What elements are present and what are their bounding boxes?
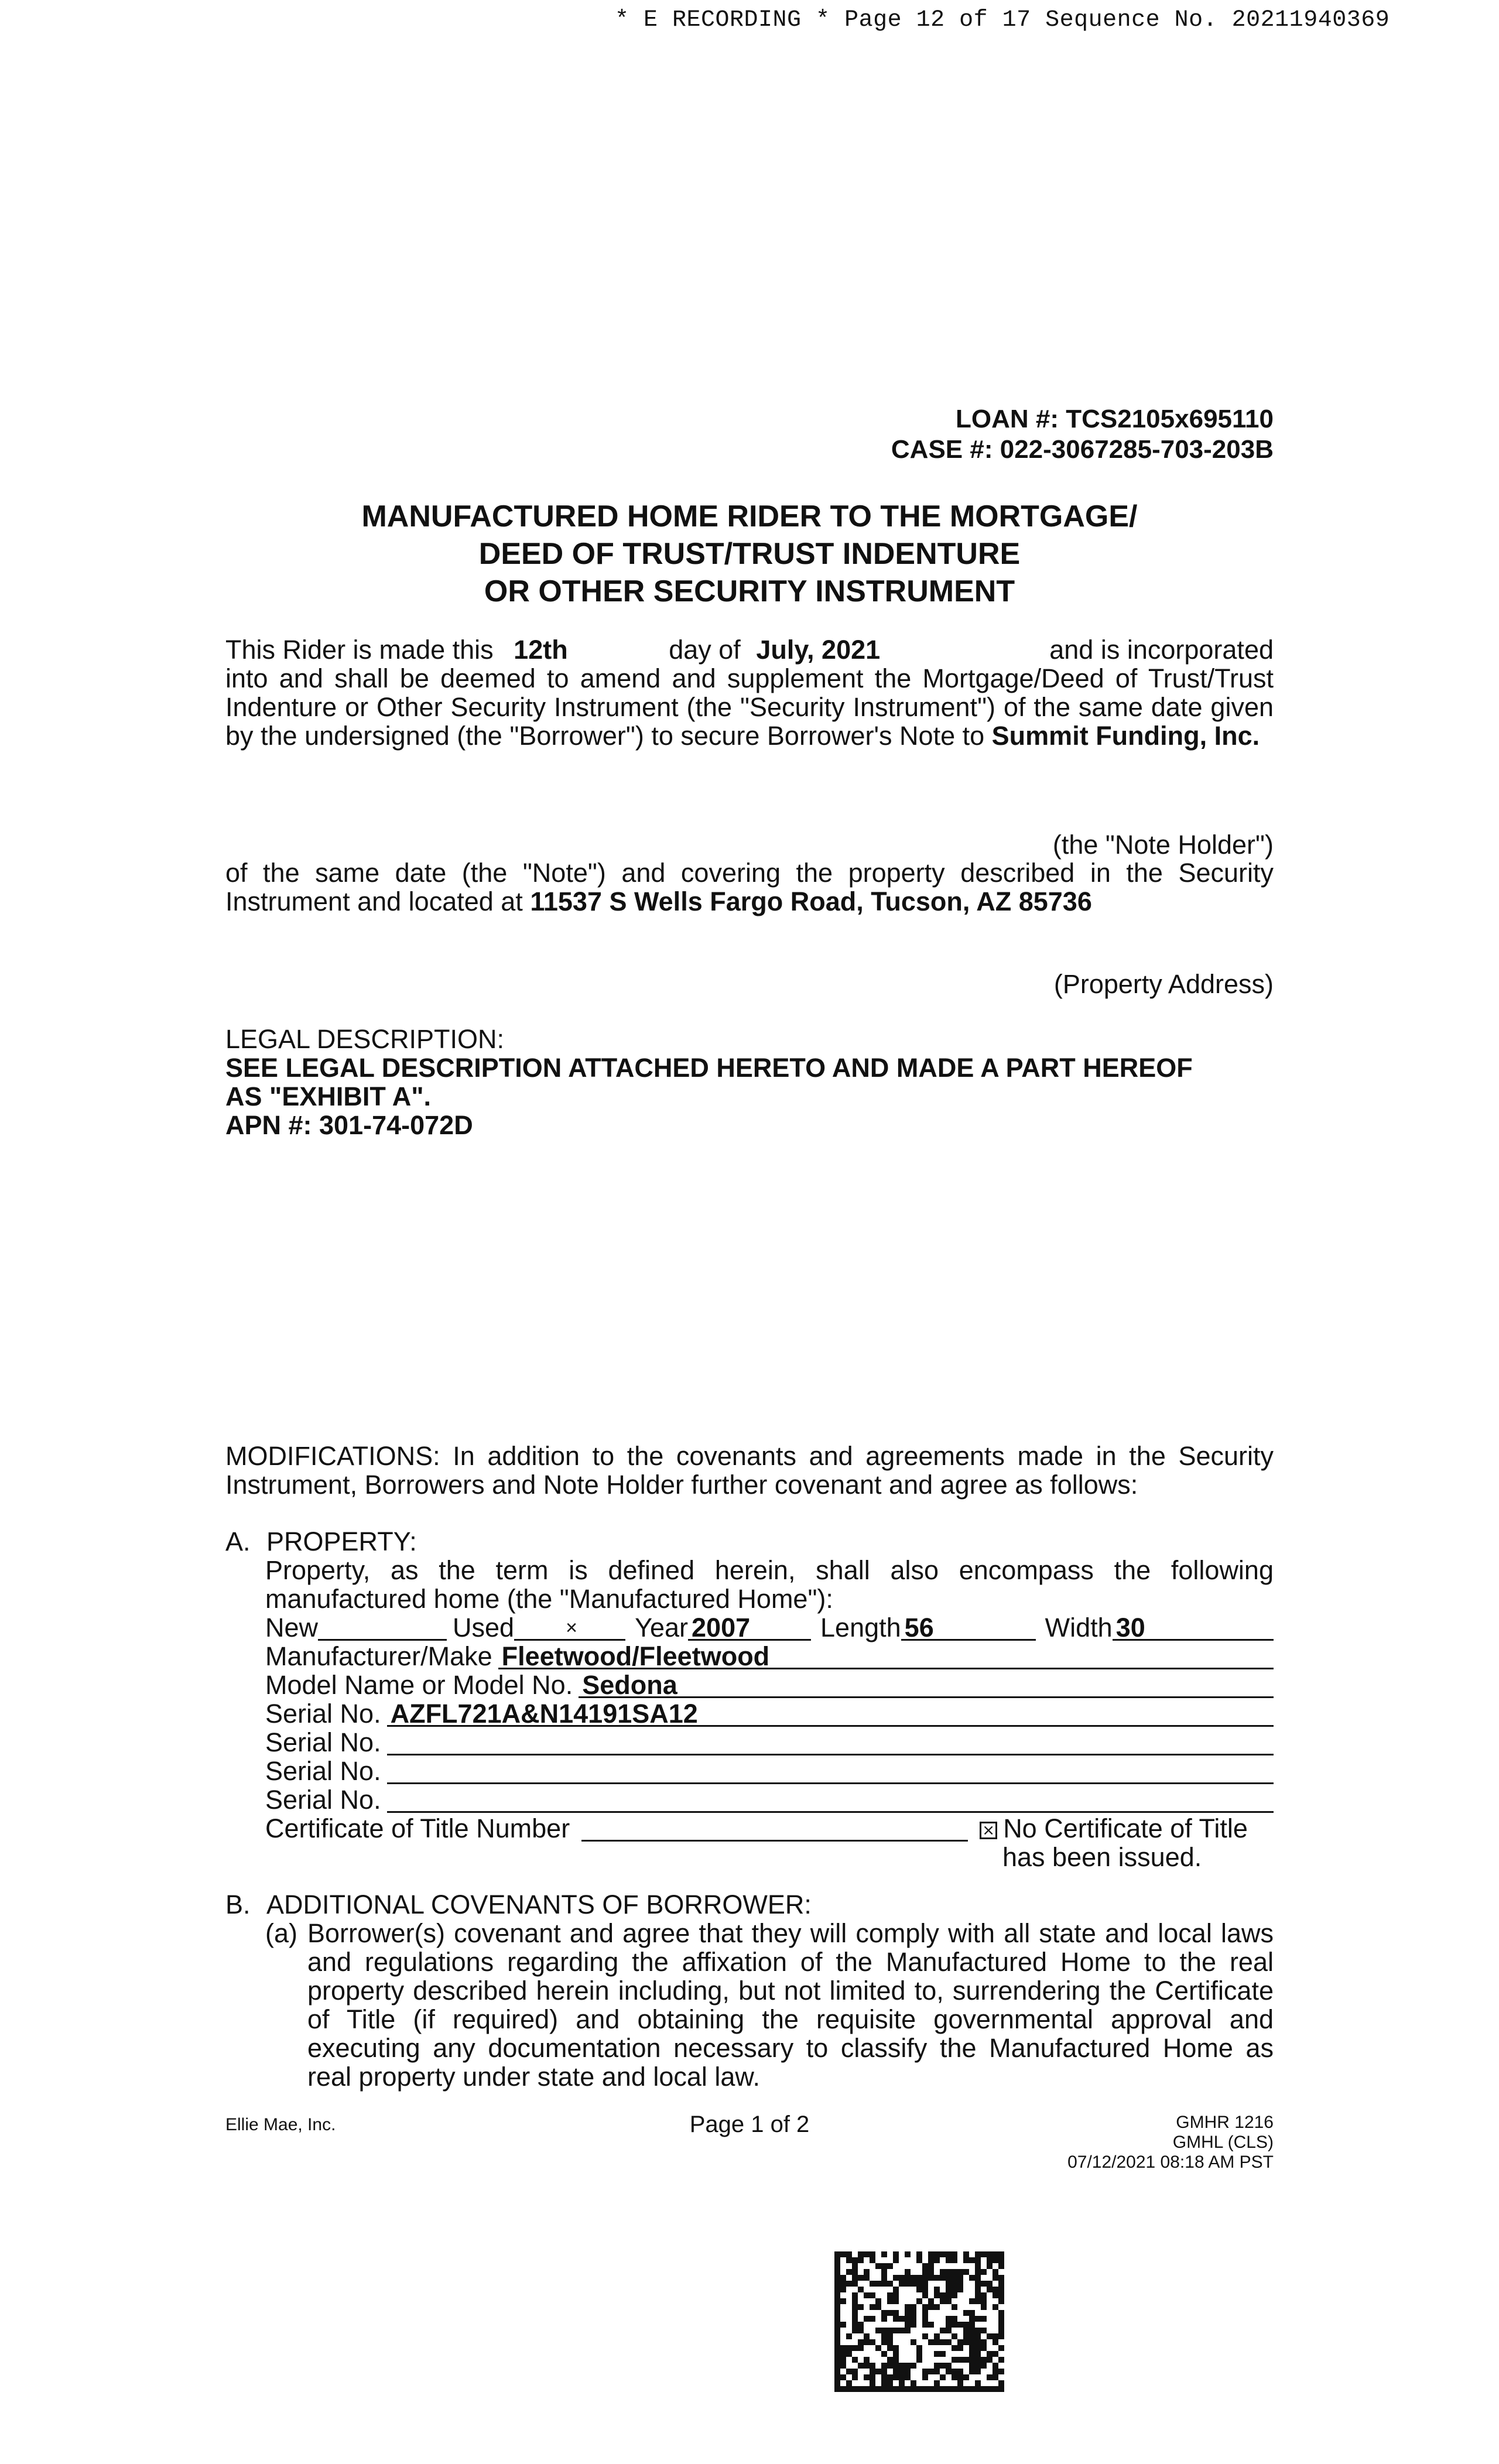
section-a-body: Property, as the term is defined herein, shall also encompass the following manufactured home (the "Manufactured Home"): [265, 1555, 1274, 1614]
make-label: Manufacturer/Make [265, 1641, 492, 1671]
intro-paragraph [225, 635, 1274, 750]
model-field: Sedona [579, 1672, 1274, 1698]
no-certificate-checkbox[interactable]: × [980, 1822, 997, 1839]
property-address-label: (Property Address) [1053, 969, 1274, 999]
length-label: Length [820, 1613, 901, 1642]
used-field: × [514, 1615, 625, 1641]
section-a-heading: PROPERTY: [266, 1527, 417, 1556]
section-a-property [225, 1527, 1274, 1871]
serial-label-2: Serial No. [265, 1727, 381, 1757]
serial-label-4: Serial No. [265, 1785, 381, 1815]
serial-field-1: AZFL721A&N14191SA12 [387, 1701, 1274, 1727]
document-title [0, 498, 1499, 610]
property-paragraph [225, 858, 1274, 916]
serial-field-4 [387, 1787, 1274, 1813]
no-certificate-label-2: has been issued. [1002, 1842, 1202, 1872]
footer-company: Ellie Mae, Inc. [225, 2115, 336, 2134]
year-label: Year [635, 1613, 689, 1642]
recording-stamp: * E RECORDING * Page 12 of 17 Sequence No. 20211940369 [615, 7, 1390, 33]
footer-form-code: GMHR 1216 [1176, 2113, 1274, 2132]
section-a-letter: A. [225, 1527, 251, 1556]
title-line-1: MANUFACTURED HOME RIDER TO THE MORTGAGE/ [361, 499, 1138, 533]
make-field: Fleetwood/Fleetwood [498, 1644, 1274, 1669]
intro-incorporated: and is incorporated [1049, 635, 1274, 665]
used-label: Used [453, 1613, 515, 1642]
section-b-heading: ADDITIONAL COVENANTS OF BORROWER: [266, 1890, 812, 1919]
footer-page-number: Page 1 of 2 [689, 2111, 810, 2137]
note-holder-label: (the "Note Holder") [1052, 830, 1274, 860]
serial-row-4 [265, 1785, 1274, 1814]
serial-row-1 [265, 1699, 1274, 1728]
new-label: New [265, 1613, 319, 1642]
certificate-label: Certificate of Title Number [265, 1813, 570, 1843]
footer-timestamp: 07/12/2021 08:18 AM PST [1067, 2152, 1274, 2172]
lender-name: Summit Funding, Inc. [991, 721, 1260, 751]
footer-form-variant: GMHL (CLS) [1172, 2133, 1274, 2152]
make-row [265, 1642, 1274, 1671]
case-number: CASE #: 022-3067285-703-203B [891, 435, 1274, 464]
section-b-covenants [225, 1890, 1274, 2091]
legal-description [225, 1025, 1274, 1139]
serial-label-1: Serial No. [265, 1699, 381, 1729]
certificate-field [581, 1816, 968, 1842]
barcode-image [834, 2251, 1004, 2392]
model-label: Model Name or Model No. [265, 1670, 573, 1700]
width-field: 30 [1113, 1615, 1274, 1641]
section-b-letter: B. [225, 1890, 251, 1919]
item-a-label: (a) [265, 1918, 297, 1948]
same-date-text: of the same date (the "Note") and covering the property described in the Security Instrument and located at [225, 858, 1274, 916]
no-certificate-label: No Certificate of Title [1003, 1813, 1248, 1843]
item-a-text: Borrower(s) covenant and agree that they will comply with all state and local laws and regulations regarding the affixation of the Manufactured Home to the real property described herein including, but not limited to, surrendering the Certificate of Title (if required) and obtaining the requisite governmental approval and executing any documentation necessary to classify the Manufactured Home as real property under state and local law. [307, 1918, 1274, 2092]
home-specs-row [265, 1613, 1274, 1642]
model-row [265, 1671, 1274, 1699]
width-label: Width [1045, 1613, 1113, 1642]
certificate-row [265, 1814, 1274, 1843]
title-line-3: OR OTHER SECURITY INSTRUMENT [484, 574, 1015, 608]
serial-row-3 [265, 1757, 1274, 1785]
serial-row-2 [265, 1728, 1274, 1757]
property-address: 11537 S Wells Fargo Road, Tucson, AZ 85736 [530, 887, 1092, 916]
loan-number: LOAN #: TCS2105x695110 [956, 405, 1274, 433]
length-field: 56 [901, 1615, 1036, 1641]
intro-month-year: July, 2021 [756, 635, 881, 665]
intro-body: into and shall be deemed to amend and supplement the Mortgage/Deed of Trust/Trust Indenture or Other Security Instrument (the "Security Instrument") of the same date given by the undersigned (the "Borrower") to secure Borrower's Note to [225, 663, 1274, 751]
loan-info [891, 404, 1274, 465]
legal-heading: LEGAL DESCRIPTION: [225, 1024, 504, 1054]
new-field [318, 1615, 447, 1641]
intro-day-of: day of [669, 635, 741, 665]
serial-field-3 [387, 1758, 1274, 1784]
footer-form-info [1067, 2113, 1274, 2172]
title-line-2: DEED OF TRUST/TRUST INDENTURE [478, 537, 1021, 571]
apn-number: APN #: 301-74-072D [225, 1110, 473, 1140]
year-field: 2007 [688, 1615, 811, 1641]
modifications-paragraph: MODIFICATIONS: In addition to the covenants and agreements made in the Security Instrument, Borrowers and Note Holder further covenant and agree as follows: [225, 1441, 1274, 1500]
serial-label-3: Serial No. [265, 1756, 381, 1786]
serial-field-2 [387, 1730, 1274, 1755]
intro-day: 12th [514, 635, 568, 665]
intro-made-this: This Rider is made this [225, 635, 494, 665]
legal-line-1: SEE LEGAL DESCRIPTION ATTACHED HERETO AND MADE A PART HEREOF [225, 1053, 1193, 1083]
legal-line-2: AS "EXHIBIT A". [225, 1082, 432, 1111]
